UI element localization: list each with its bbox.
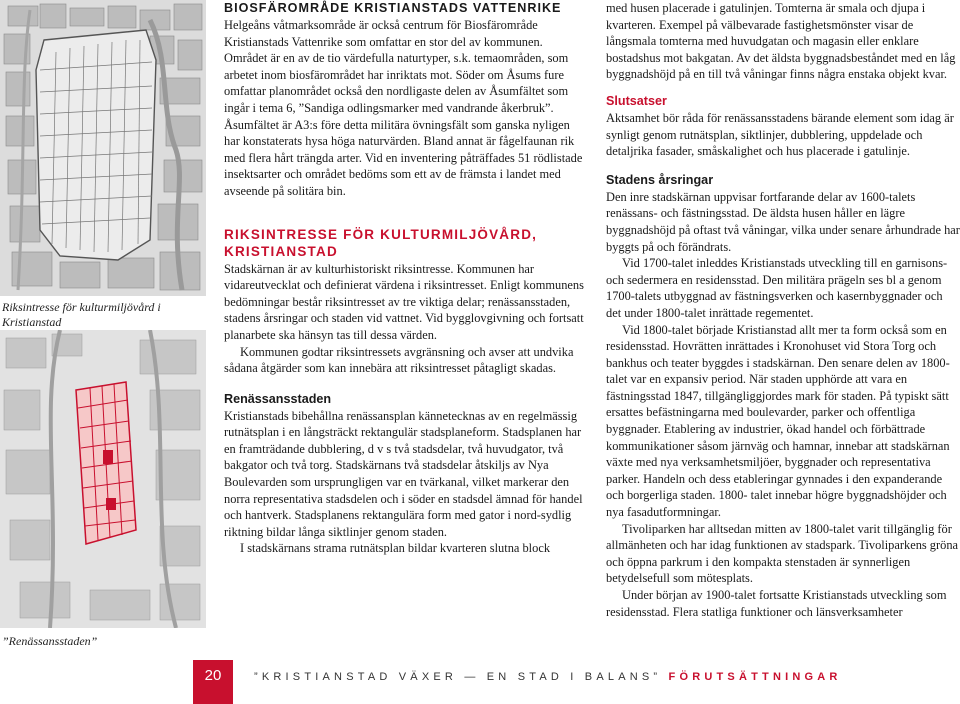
- section-title: FÖRUTSÄTTNINGAR: [668, 671, 842, 683]
- paragraph: I stadskärnans strama rutnätsplan bildar kvarteren slutna block: [240, 541, 551, 556]
- paragraph: Tivoliparken har alltsedan mitten av 1800-talet varit tillgänglig för allmänheten och har idag funktionen av stadspark. Tivoliparkens gröna och öppna parkrum i den kompakta stenstaden är synnerligen betydelsefull som mötesplats.: [606, 521, 959, 586]
- heading-riksintresse: RIKSINTRESSE FÖR KULTURMILJÖVÅRD, KRISTIANSTAD: [224, 226, 538, 260]
- paragraph: Under början av 1900-talet fortsatte Kristianstads utveckling som residensstad. Flera statliga funktioner och länsverksamheter: [606, 588, 947, 619]
- heading-renassansstaden: Renässansstaden: [224, 391, 332, 406]
- paragraph: Kommunen godtar riksintressets avgränsning och avser att undvika sådana åtgärder som kan innebära att riksintresset påtagligt skadas.: [224, 344, 574, 376]
- renaissance-grid-map: [0, 330, 206, 628]
- footer-running-title: [254, 671, 842, 683]
- map1-caption: Riksintresse för kulturmiljövård i Kristianstad: [2, 300, 161, 329]
- historic-city-map: [0, 0, 206, 296]
- map2-caption: ”Renässansstaden”: [2, 634, 98, 648]
- heading-biosfaromrade: BIOSFÄROMRÅDE KRISTIANSTADS VATTENRIKE: [224, 1, 562, 15]
- heading-slutsatser: Slutsatser: [606, 93, 667, 108]
- paragraph: Helgeåns våtmarksområde är också centrum för Biosfärområde Kristianstads Vattenrike som omfattar en stor del av kommunen. Området är en av de tio värdefulla naturtyper, s.k. temaområden, som arbetet inom biosfärområdet har inriktats mot. Söder om Åsums fure omfattar planområdet också den nordligaste delen av Åsumfältet som ingår i tema 6, ”Sandiga odlingsmarker med vandrande åkerbruk”.: [224, 18, 569, 115]
- paragraph: med husen placerade i gatulinjen. Tomterna är smala och djupa i kvarteren. Exempel på välbevarade fastighetsmönster visar de långsmala tomterna med huvudgatan och magasin eller enklare bostadshus mot bakgatan. Av det äldsta byggnadsbeståndet med en låg byggnadshöjd på en till två våningar finns några enstaka objekt kvar.: [606, 1, 956, 82]
- paragraph: Vid 1700-talet inleddes Kristianstads utveckling till en garnisons- och sedermera en residensstad. Den militära prägeln ses bl a genom 1700-talets utbyggnad av fästningsverken och kasernbyggnader och det under 1800-talet inrättade regementet.: [606, 256, 948, 320]
- paragraph: Kristianstads bibehållna renässansplan kännetecknas av en regelmässig rutnätsplan i en långsträckt rektangulär stadsplaneform. Stadsplanen har en framträdande dubblering, d v s två stadsdelar, två huvudgator, två bakgator och två torg. Stadskärnans två stadsdelar åtskiljs av Nya Boulevarden som ursprungligen var en tvärkanal, vilket markerar den norra representativa stadsdelen och i söder en stadsdel ämnad för handel och hantverk. Stadsplanens rektangulära form med gator i nord-sydlig riktning bildar långa siktlinjer genom staden.: [224, 408, 583, 539]
- text-column-2: [606, 0, 960, 620]
- page-number: 20: [193, 660, 233, 704]
- paragraph: Vid 1800-talet började Kristianstad allt mer ta form också som en residensstad. Hovrätten inrättades i Kronohuset vid Stora Torg och bankhus och teater byggdes i stadskärnan. Den senare delen av 1800-talet var en expansiv period. När staden upphörde att vara en fästningsstad 1847, tillgängliggjordes mark för staden. På typiskt sätt ersattes befästningarna med boulevarder, parker och offentliga byggnader. Etablering av industrier, ökad handel och förbättrade kommunikationer såsom järnväg och hamnar, innebar att stadskärnan växte med nya verksamhetsmiljöer, byggnader och representativa parker. Handeln och dess etableringar gynnades i den expanderande och borgerliga staden. 1800- talet innebar högre byggnadshöjder och nya fasadutformningar.: [606, 322, 950, 520]
- series-title: ”KRISTIANSTAD VÄXER — EN STAD I BALANS”: [254, 671, 662, 683]
- paragraph: Stadskärnan är av kulturhistoriskt riksintresse. Kommunen har vidareutvecklat och definierat värdena i riksintresset. Enligt kommunens bedömningar består riksintresset av tre viktiga delar; renässansstaden, stadens årsringar och staden vid vattnet. Vid bygglovgivning och fortsatt planarbete ska hänsyn tas till dessa värden.: [224, 261, 584, 342]
- heading-stadens-arsringar: Stadens årsringar: [606, 172, 714, 187]
- paragraph: Den inre stadskärnan uppvisar fortfarande delar av 1600-talets renässans- och fästningsstad. De äldsta husen håller en lägre byggnadshöjd på oftast två våningar, vilka under senare århundrade har byggts på och förändrats.: [606, 189, 960, 254]
- paragraph: Åsumfältet är A3:s före detta militära övningsfält som ganska nyligen har konstaterats hysa höga naturvärden. Bland annat är fågelfaunan rik med flera hårt trängda arter. Vid en inventering påträffades 51 rödlistade insektsarter och området bedöms som ett av de främsta i landet med avseende på solitära bin.: [224, 117, 583, 198]
- text-column-1: [224, 0, 588, 557]
- paragraph: Aktsamhet bör råda för renässansstadens bärande element som idag är synligt genom rutnätsplan, siktlinjer, dubblering, uppdelade och detaljrika fasader, småskalighet och hus placerade i gatulinje.: [606, 110, 954, 159]
